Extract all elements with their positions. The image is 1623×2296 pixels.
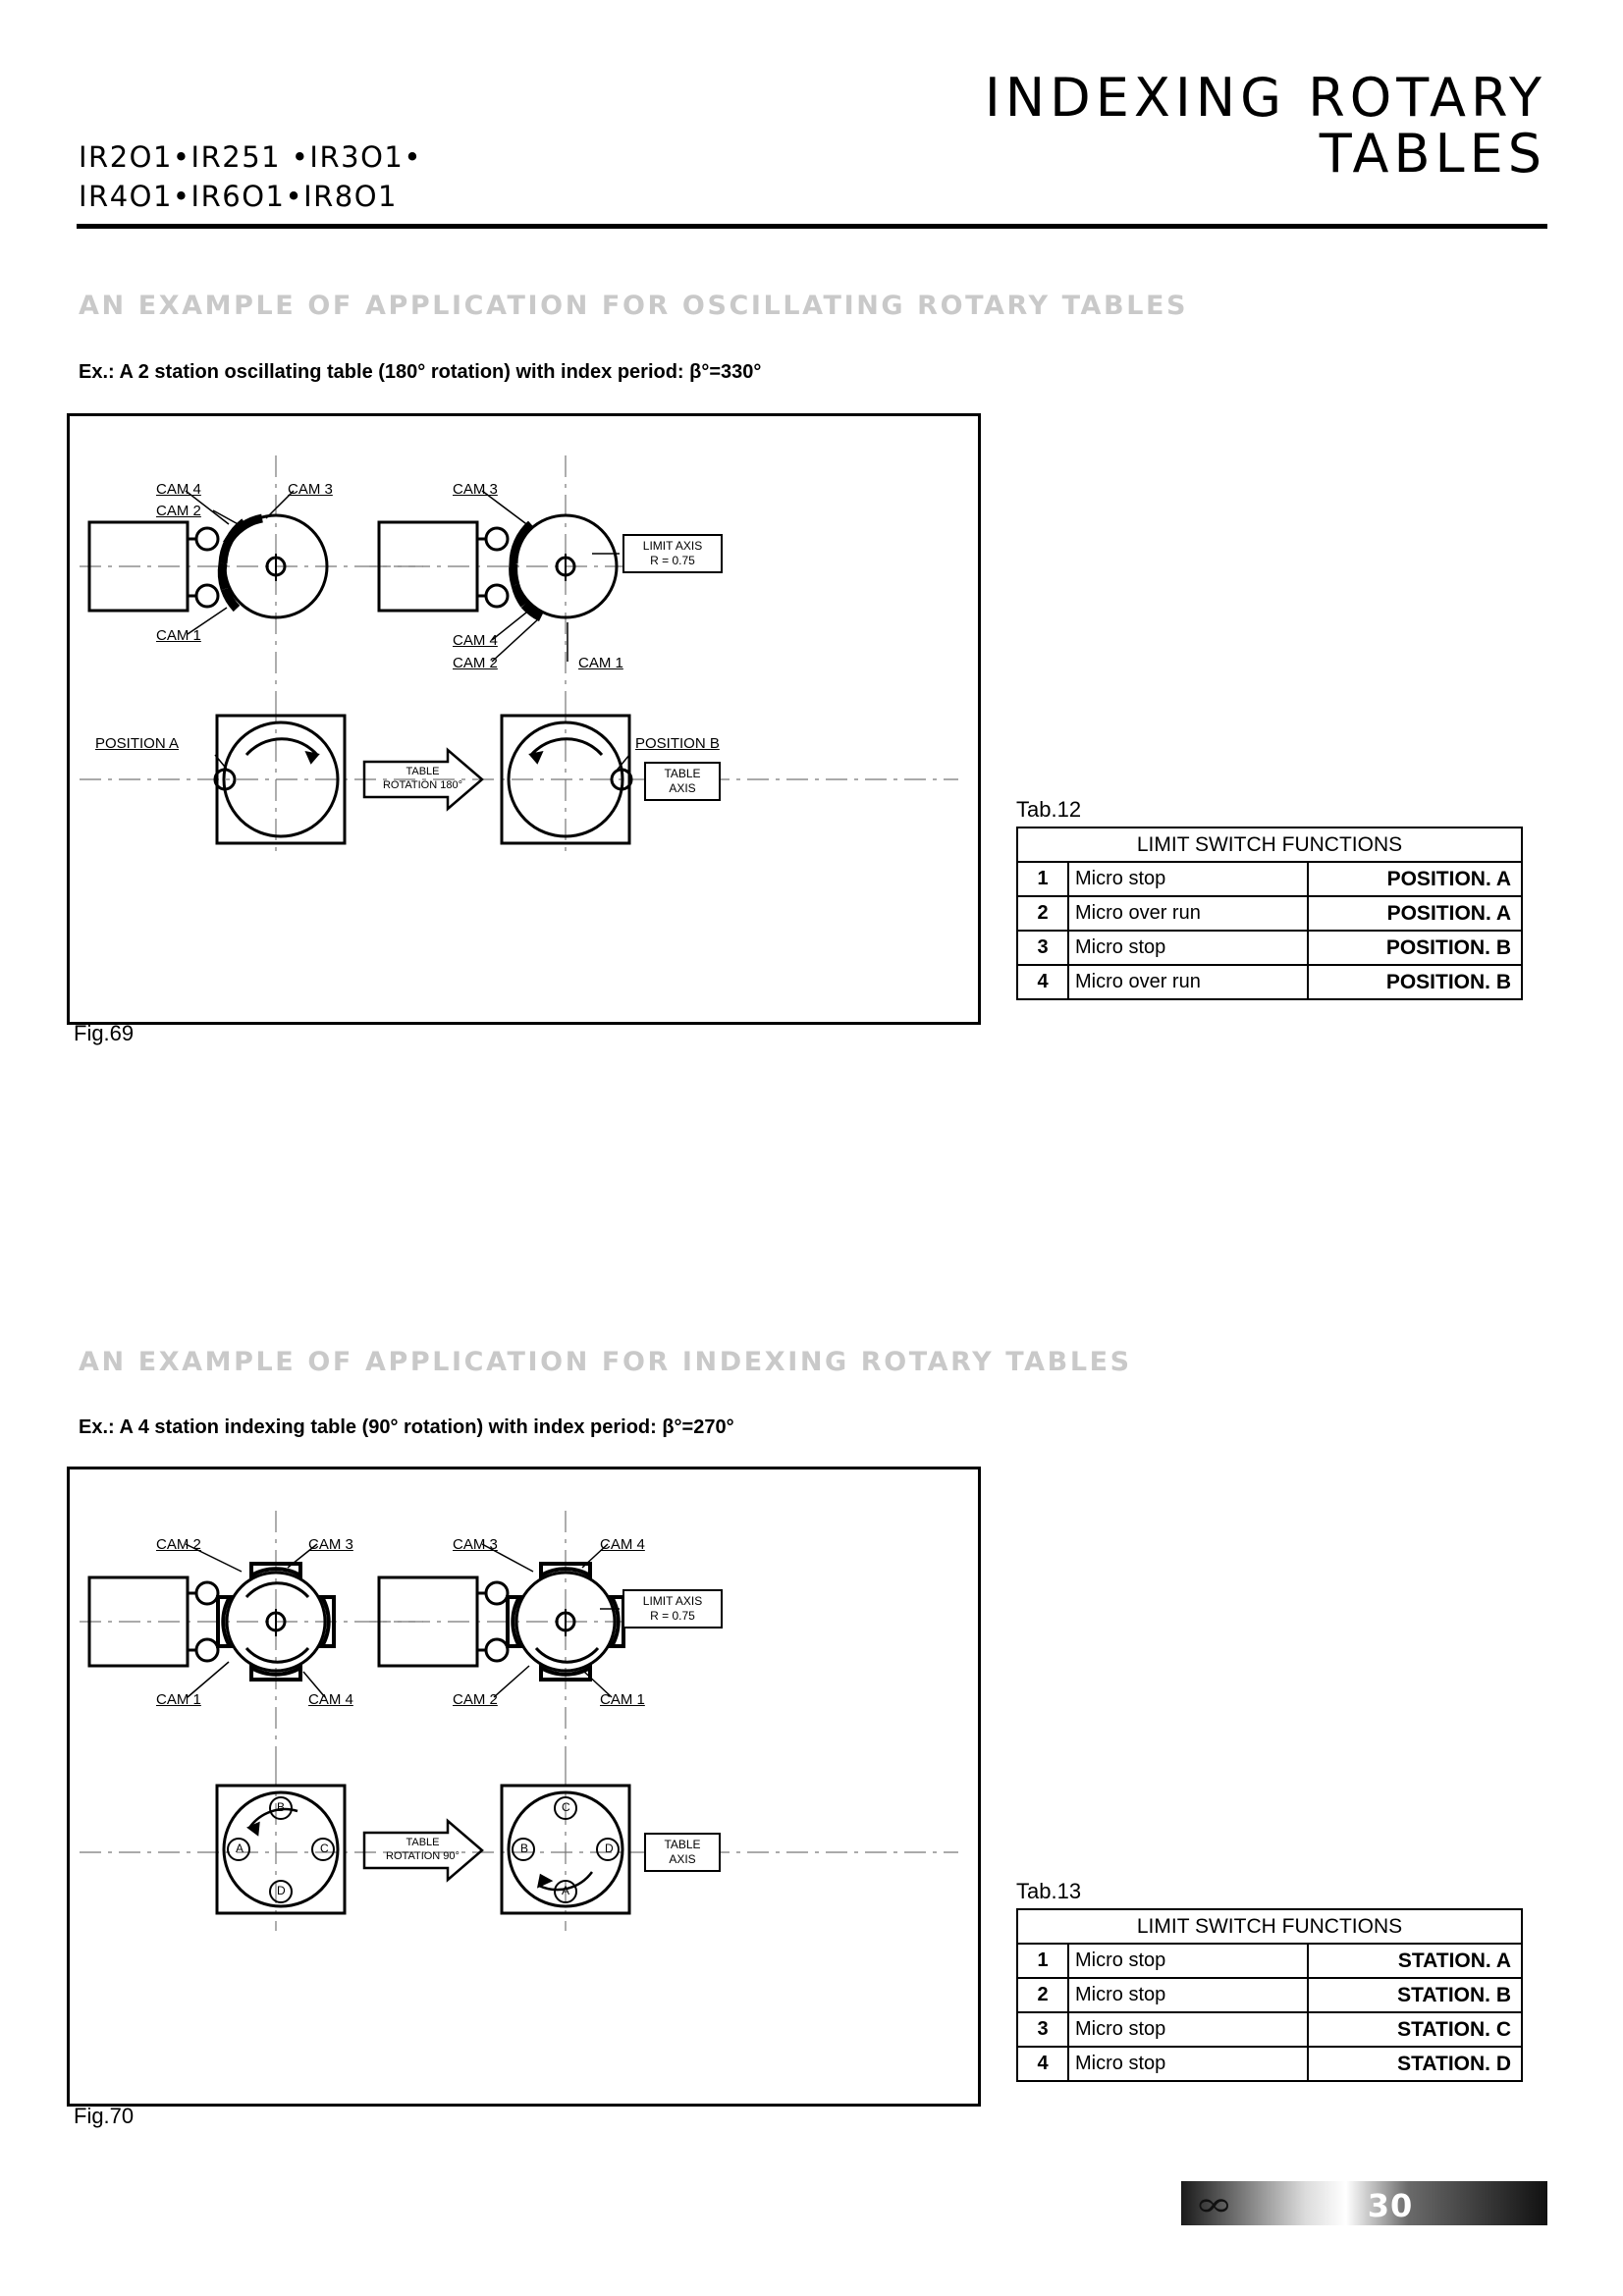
row-position: POSITION. A (1308, 896, 1522, 931)
cam-label-1c: CAM 1 (156, 1691, 201, 1708)
row-number: 2 (1017, 1978, 1068, 2012)
limit-axis-line-1: LIMIT AXIS (642, 539, 703, 553)
row-number: 2 (1017, 896, 1068, 931)
table-row (1017, 931, 1522, 965)
figure-69-drawing (70, 416, 978, 1022)
station-letter-top-left: B (277, 1800, 286, 1814)
table-axis-line-1: TABLE (664, 1838, 701, 1851)
cam-label-4b: CAM 4 (453, 632, 498, 649)
limit-switch-functions-table-13 (1016, 1908, 1523, 2082)
row-function: Micro stop (1068, 1944, 1308, 1978)
limit-axis-callout (622, 534, 723, 573)
limit-axis-callout-2 (622, 1589, 723, 1629)
row-number: 1 (1017, 862, 1068, 896)
cam-label-3c: CAM 3 (308, 1536, 353, 1553)
rotation-arrow-line-2: ROTATION 90° (386, 1850, 460, 1863)
tab-12-caption: Tab.12 (1016, 797, 1082, 822)
table-13-header: LIMIT SWITCH FUNCTIONS (1017, 1909, 1522, 1944)
rotation-arrow-line-1: TABLE (406, 766, 440, 777)
station-letter-right-right: D (605, 1842, 614, 1855)
table-row (1017, 965, 1522, 999)
row-number: 1 (1017, 1944, 1068, 1978)
table-12-header: LIMIT SWITCH FUNCTIONS (1017, 828, 1522, 862)
cam-label-2: CAM 2 (156, 503, 201, 519)
station-letter-left-left: A (236, 1842, 244, 1855)
company-logo-icon: ∞ (1194, 2185, 1233, 2224)
table-row (1017, 896, 1522, 931)
cam-label-3: CAM 3 (288, 481, 333, 498)
page-title-line-2: TABLES (1319, 122, 1546, 185)
row-position: POSITION. B (1308, 965, 1522, 999)
cam-label-4: CAM 4 (156, 481, 201, 498)
figure-70-drawing (70, 1469, 978, 2104)
cam-label-2c: CAM 2 (156, 1536, 201, 1553)
table-axis-callout-2 (644, 1833, 721, 1872)
row-number: 3 (1017, 931, 1068, 965)
rotation-arrow-line-1: TABLE (406, 1837, 440, 1848)
station-letter-bottom-left: D (277, 1884, 286, 1897)
figure-69-caption: Fig.69 (74, 1021, 135, 1045)
figure-69 (67, 413, 981, 1025)
cam-label-2b: CAM 2 (453, 655, 498, 671)
row-number: 4 (1017, 965, 1068, 999)
position-b-label: POSITION B (635, 735, 720, 752)
station-letter-bottom-right: A (562, 1884, 570, 1897)
header-model-line-1: IR2O1•IR251 •IR3O1• (79, 140, 422, 174)
table-row (1017, 1944, 1522, 1978)
table-axis-callout (644, 762, 721, 801)
figure-70 (67, 1467, 981, 2107)
row-position: STATION. A (1308, 1944, 1522, 1978)
section-banner-oscillating: AN EXAMPLE OF APPLICATION FOR OSCILLATING ROTARY TABLES (79, 291, 1189, 321)
position-a-label: POSITION A (95, 735, 180, 752)
cam-label-4d: CAM 4 (600, 1536, 645, 1553)
table-row (1017, 2047, 1522, 2081)
station-letter-top-right: C (562, 1800, 570, 1814)
table-row (1017, 1978, 1522, 2012)
tab-13-caption: Tab.13 (1016, 1879, 1082, 1903)
cam-label-1: CAM 1 (156, 627, 201, 644)
figure-70-caption: Fig.70 (74, 2104, 135, 2128)
row-number: 4 (1017, 2047, 1068, 2081)
limit-axis-line-2: R = 0.75 (650, 1609, 695, 1623)
row-function: Micro stop (1068, 931, 1308, 965)
cam-label-1d: CAM 1 (600, 1691, 645, 1708)
cam-label-2d: CAM 2 (453, 1691, 498, 1708)
row-position: STATION. D (1308, 2047, 1522, 2081)
table-row (1017, 2012, 1522, 2047)
row-position: STATION. C (1308, 2012, 1522, 2047)
row-position: STATION. B (1308, 1978, 1522, 2012)
row-function: Micro over run (1068, 965, 1308, 999)
limit-switch-functions-table-12 (1016, 827, 1523, 1000)
row-position: POSITION. B (1308, 931, 1522, 965)
page-title (984, 67, 1546, 185)
row-number: 3 (1017, 2012, 1068, 2047)
page-number: 30 (1367, 2187, 1414, 2224)
section-banner-indexing: AN EXAMPLE OF APPLICATION FOR INDEXING ROTARY TABLES (79, 1347, 1132, 1377)
row-position: POSITION. A (1308, 862, 1522, 896)
example-description-indexing: Ex.: A 4 station indexing table (90° rotation) with index period: β°=270° (79, 1416, 734, 1438)
row-function: Micro stop (1068, 862, 1308, 896)
cam-label-3d: CAM 3 (453, 1536, 498, 1553)
table-axis-line-2: AXIS (669, 781, 696, 795)
row-function: Micro stop (1068, 2012, 1308, 2047)
rotation-arrow-line-2: ROTATION 180° (382, 779, 462, 792)
rotation-arrow-label-2 (376, 1836, 469, 1864)
row-function: Micro over run (1068, 896, 1308, 931)
row-function: Micro stop (1068, 2047, 1308, 2081)
station-letter-right-left: C (320, 1842, 329, 1855)
header-model-line-2: IR4O1•IR6O1•IR8O1 (79, 180, 399, 214)
cam-label-4c: CAM 4 (308, 1691, 353, 1708)
example-description-oscillating: Ex.: A 2 station oscillating table (180° rotation) with index period: β°=330° (79, 361, 762, 383)
table-axis-line-2: AXIS (669, 1852, 696, 1866)
page-title-line-1: INDEXING ROTARY (984, 67, 1546, 129)
cam-label-1b: CAM 1 (578, 655, 623, 671)
rotation-arrow-label (376, 765, 469, 793)
table-axis-line-1: TABLE (664, 767, 701, 780)
limit-axis-line-1: LIMIT AXIS (642, 1594, 703, 1608)
header-divider (77, 224, 1547, 229)
row-function: Micro stop (1068, 1978, 1308, 2012)
header-model-list (79, 137, 422, 216)
limit-axis-line-2: R = 0.75 (650, 554, 695, 567)
table-row (1017, 862, 1522, 896)
station-letter-left-right: B (520, 1842, 529, 1855)
cam-label-3b: CAM 3 (453, 481, 498, 498)
